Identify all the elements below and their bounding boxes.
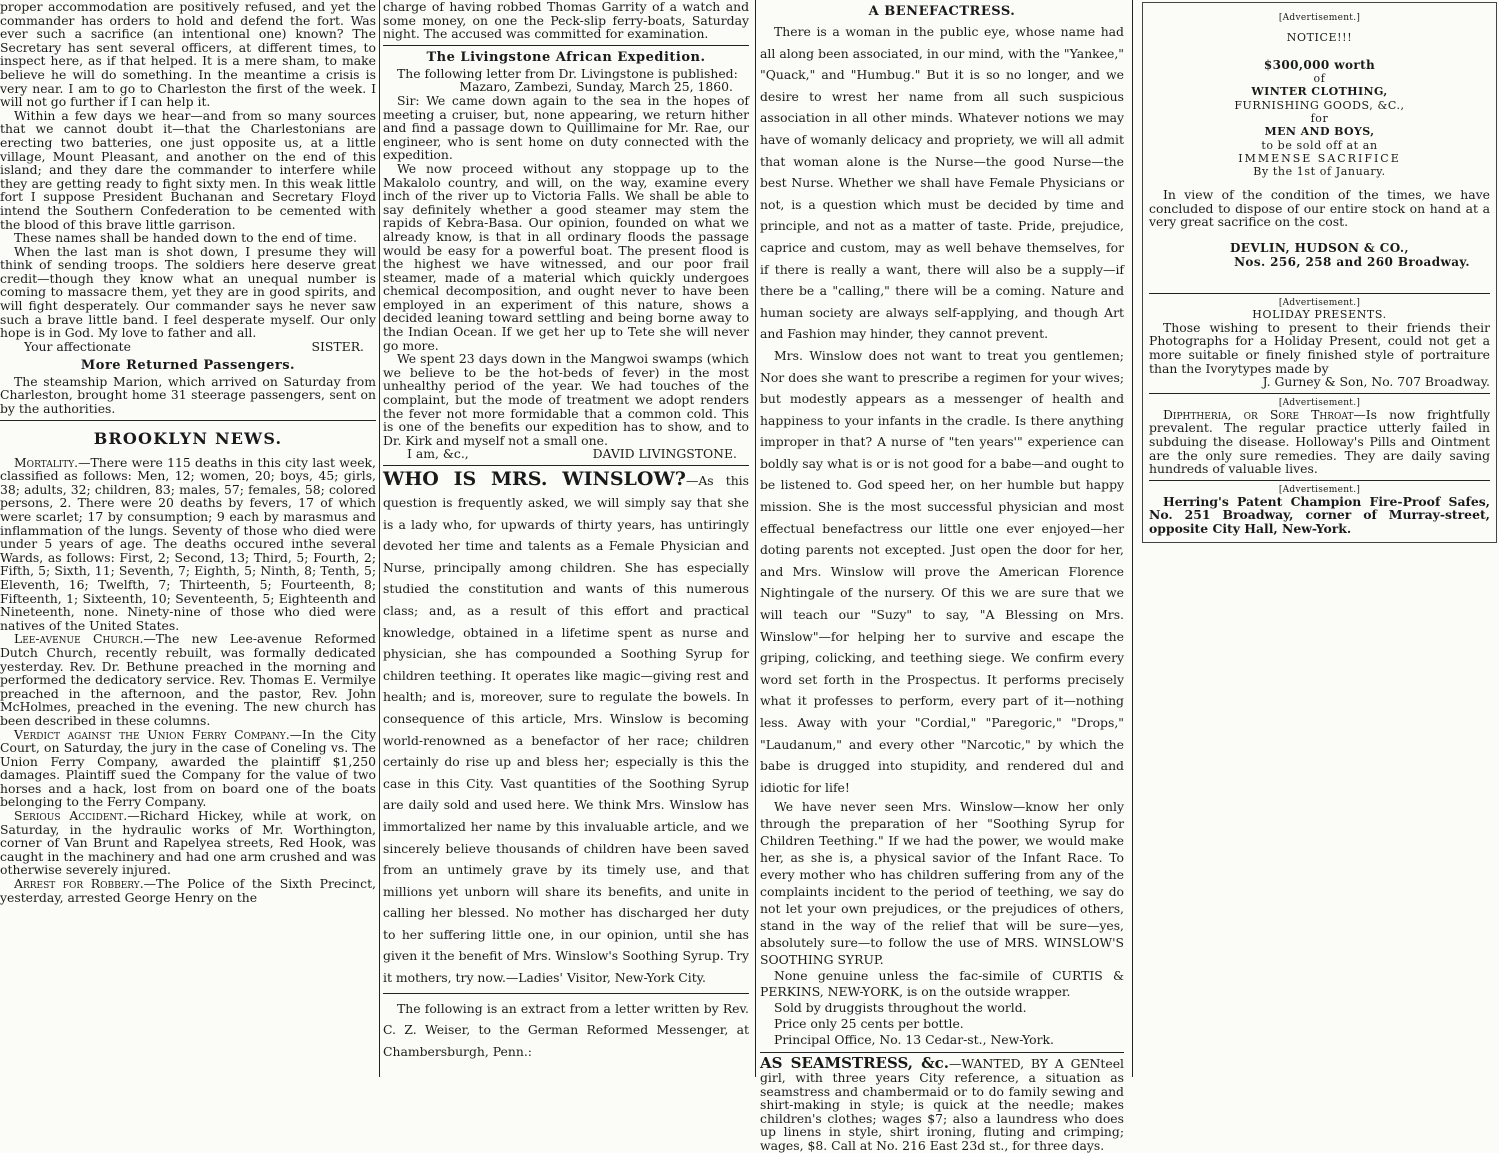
ad-firm: DEVLIN, HUDSON & CO.,: [1229, 240, 1409, 255]
livingstone-heading: The Livingstone African Expedition.: [426, 49, 706, 65]
ad-notice: NOTICE!!!: [1286, 31, 1353, 44]
letter-paragraph: proper accommodation are positively refused, and yet the commander has orders to hold and defend the fort. Was ever such a sacrifice (an intentional one) known? The Secretary has sent several officers, at different times, to inspect here, as if that helped. It is a mere sham, to make believe he will do something. In the meantime a crisis is very near. I am to go to Charleston the first of the week. I will not go further if I can help it.: [0, 0, 376, 110]
news-continuation: charge of having robbed Thomas Garrity of a watch and some money, on one the Peck-slip ferry-boats, Saturday night. The accused was committed for examination.: [383, 0, 749, 42]
item-lead: Serious Accident.: [14, 808, 128, 824]
news-item-verdict: [0, 728, 376, 810]
diphtheria-ad: [1149, 408, 1490, 476]
genuine-notice: None genuine unless the fac-simile of CURTIS & PERKINS, NEW-YORK, is on the outside wrapper.: [760, 968, 1124, 1000]
ad-sold: to be sold off at an: [1261, 139, 1378, 152]
column-3: [760, 0, 1124, 1153]
signature-name: SISTER.: [311, 338, 364, 354]
holiday-text: Those wishing to present to their friends their Photographs for a Holiday Present, could not get a more suitable or finely finished style of portraiture than the Ivorytypes made by: [1149, 319, 1490, 376]
item-lead: Arrest for Robbery.: [14, 876, 144, 892]
benefactress-paragraph: There is a woman in the public eye, whose name had all along been associated, in our mind, with the "Yankee," "Quack," and "Humbug." But it is so no longer, and we desire to wrest her name from all such suspicious association in all other minds. Whatever notions we may have of womanly delicacy and propriety, we will all admit that woman alone is the Nurse—the good Nurse—the best Nurse. Whether we shall have Female Physicians or not, is a question which must be decided by time and principle, and not as a matter of taste. Pride, prejudice, caprice and custom, may as well behave themselves, for if there is really a want, there will also be a supply—if there be a "calling," there will be a coming. Nature and human society are always self-applying, and though Art and Fashion may hinder, they cannot prevent.: [760, 24, 1124, 342]
letter-dateline: Mazaro, Zambezi, Sunday, March 25, 1860.: [459, 79, 733, 95]
divider: [760, 1052, 1124, 1053]
column-1: [0, 0, 376, 1077]
extract-intro: The following is an extract from a letter written by Rev. C. Z. Weiser, to the German Reformed Messenger, at Chambersburgh, Penn.:: [383, 1000, 749, 1059]
column-rule: [379, 0, 380, 1077]
item-text: —In the City Court, on Saturday, the jury in the case of Coneling vs. The Union Ferry Company, awarded the plaintiff $1,250 damages. Plaintiff sued the Company for the value of two horses and a hack, lost from on board one of the boats belonging to the Ferry Company.: [0, 726, 377, 810]
ad-of: of: [1313, 72, 1326, 85]
ad-text: —Is now frightfully prevalent. The regular practice utterly failed in subduing the disease. Holloway's Pills and Ointment are the only sure remedies. They are daily saving hundreds of valuable lives.: [1149, 406, 1491, 477]
ad-furnishing: FURNISHING GOODS, &C.,: [1234, 99, 1405, 112]
signature-name: DAVID LIVINGSTONE.: [592, 446, 737, 462]
ad-address: Nos. 256, 258 and 260 Broadway.: [1234, 254, 1470, 269]
item-lead: Verdict against the Union Ferry Company.: [14, 726, 290, 742]
news-item-arrest: [0, 877, 376, 904]
advertisement-clothing: [1142, 2, 1497, 543]
column-2: [383, 0, 749, 1077]
ad-men: MEN AND BOYS,: [1264, 125, 1375, 138]
safes-ad: Herring's Patent Champion Fire-Proof Safes, No. 251 Broadway, corner of Murray-street, opposite City Hall, New-York.: [1149, 493, 1490, 536]
article-headline: WHO IS MRS. WINSLOW?: [383, 468, 686, 491]
price-notice: Price only 25 cents per bottle.: [774, 1016, 964, 1032]
holiday-sign: J. Gurney & Son, No. 707 Broadway.: [1262, 374, 1490, 390]
sold-notice: Sold by druggists throughout the world.: [774, 1000, 1027, 1016]
divider: [1149, 480, 1490, 481]
news-item-church: [0, 632, 376, 727]
letter-paragraph: We spent 23 days down in the Mangwoi swamps (which we believe to be the hot-beds of fever) in the most unhealthy period of the year. We had touches of the complaint, but the mode of treatment we adopt renders the fever not more formidable that a common cold. This is one of the benefits our expedition has to show, and to Dr. Kirk and myself not a small one.: [383, 351, 749, 448]
brooklyn-news-heading: BROOKLYN NEWS.: [93, 428, 283, 448]
ad-label: [Advertisement.]: [1278, 13, 1361, 23]
item-lead: Lee-avenue Church.: [14, 631, 144, 647]
ad-lead: Diphtheria, or Sore Throat: [1163, 406, 1354, 422]
item-text: —Richard Hickey, while at work, on Saturday, in the hydraulic works of Mr. Worthington, corner of Van Brunt and Rapelyea streets, Red Hook, was caught in the machinery and had one arm crushed and was otherwise severely injured.: [0, 808, 376, 878]
signature-closing: I am, &c.,: [407, 446, 469, 462]
column-rule: [1132, 0, 1133, 1077]
divider: [1149, 293, 1490, 294]
divider: [383, 465, 749, 466]
ad-text: —WANTED, BY A GENteel girl, with three years City reference, a situation as seamstress and chambermaid or to do family sewing and shirt-making in style; is quick at the needle; makes children's clothes; wages $7; also a laundress who does up linens in style, shirt ironing, fluting and crimping; wages, $8. Call at No. 216 East 23d st., for three days.: [760, 1056, 1124, 1153]
divider: [1149, 393, 1490, 394]
ad-sacrifice: IMMENSE SACRIFICE: [1238, 152, 1401, 165]
returned-passengers-text: The steamship Marion, which arrived on Saturday from Charleston, brought home 31 steerage passengers, sent on by the authorities.: [0, 373, 376, 417]
column-rule: [755, 0, 756, 1077]
divider: [383, 45, 749, 46]
divider: [383, 993, 749, 994]
letter-paragraph: These names shall be handed down to the end of time.: [14, 230, 357, 246]
letter-paragraph: Within a few days we hear—and from so many sources that we cannot doubt it—that the Charlestonians are erecting two batteries, one just opposite us, at a little village, Mount Pleasant, and another on the end of this island; and they dare the commander to interfere while they are getting ready to fight sixty men. In this weak little fort I suppose President Buchanan and Secretary Floyd intend the Southern Confederation to be cemented with the blood of this brave little garrison.: [0, 107, 376, 232]
winslow-question-article: [383, 470, 749, 988]
office-notice: Principal Office, No. 13 Cedar-st., New-York.: [774, 1032, 1054, 1048]
benefactress-heading: A BENEFACTRESS.: [868, 4, 1016, 19]
ad-date: By the 1st of January.: [1253, 165, 1386, 178]
ad-label: [Advertisement.]: [1278, 297, 1361, 308]
divider: [0, 420, 376, 421]
item-text: —There were 115 deaths in this city last week, classified as follows: Men, 12; women, 20; boys, 45; girls, 38; adults, 32; children, 83; males, 57; females, 58; colored persons, 2. There were 20 deaths by fevers, 17 of which were scarlet; 17 by consumption; 9 each by marasmus and inflammation of the lungs. Seventy of those who died were under 5 years of age. The deaths occured inthe several Wards, as follows: First, 2; Second, 13; Third, 5; Fourth, 2; Fifth, 5; Sixth, 11; Seventh, 7; Eighth, 5; Ninth, 8; Tenth, 5; Eleventh, 16; Twelfth, 7; Thirteenth, 5; Fourteenth, 8; Fifteenth, 1; Sixteenth, 10; Seventeenth, 5; Eighteenth and Nineteenth, none. Ninety-nine of those who died were natives of the United States.: [0, 454, 376, 633]
benefactress-paragraph: We have never seen Mrs. Winslow—know her only through the preparation of her "Soothing Syrup for Children Teething." If we had the power, we would make her, as she is, a physical savior of the Infant Race. To every mother who has children suffering from any of the complaints incident to the period of teething, we say do not let your own prejudices, or the prejudices of others, stand in the way of the relief that will be sure—yes, absolutely sure—to follow the use of MRS. WINSLOW'S SOOTHING SYRUP.: [760, 799, 1124, 968]
ad-lead: AS SEAMSTRESS, &c.: [760, 1054, 950, 1073]
letter-signature: [0, 340, 376, 354]
letter-paragraph: Sir: We came down again to the sea in the hopes of meeting a cruiser, but, none appearing, we return hither and find a passage down to Quillimaine for Mr. Rae, our engineer, who is sent home on duty connected with the expedition.: [383, 92, 749, 163]
ad-worth: $300,000 worth: [1263, 58, 1376, 72]
news-item-mortality: [0, 456, 376, 633]
ad-label: [Advertisement.]: [1278, 397, 1361, 408]
item-lead: Mortality.: [14, 454, 79, 470]
item-text: —The new Lee-avenue Reformed Dutch Church, recently rebuilt, was formally dedicated yesterday. Rev. Dr. Bethune preached in the morning and performed the dedicatory service. Rev. Thomas E. Vermilye preached in the afternoon, and the pastor, Rev. John McHolmes, preached in the evening. The new church has been described in these columns.: [0, 631, 376, 728]
livingstone-intro: The following letter from Dr. Livingstone is published:: [397, 65, 738, 81]
letter-signature: [383, 447, 749, 461]
news-item-accident: [0, 809, 376, 877]
holiday-heading: HOLIDAY PRESENTS.: [1252, 307, 1387, 321]
letter-paragraph: We now proceed without any stoppage up to the Makalolo country, and will, on the way, examine every inch of the river up to Victoria Falls. We shall be able to say definitely whether a good steamer may stem the rapids of Kebra-Basa. Our opinion, founded on what we already know, is that in all ordinary floods the passage would be easy for a powerful boat. The present flood is the highest we have witnessed, and our poor frail steamer, made of a material which quickly undergoes chemical decomposition, and ought never to have been employed in an experiment of this nature, shows a decided leaning toward settling and being borne away to the Indian Ocean. If we get her up to Tete she will never go more.: [383, 160, 749, 353]
ad-label: [Advertisement.]: [1278, 484, 1361, 495]
signature-closing: Your affectionate: [24, 338, 131, 354]
ad-clothing: WINTER CLOTHING,: [1251, 85, 1388, 98]
column-4: [1140, 0, 1499, 1077]
ad-text: In view of the condition of the times, we have concluded to dispose of our entire stock on hand at a very great sacrifice on the cost.: [1149, 187, 1490, 230]
returned-passengers-heading: More Returned Passengers.: [80, 357, 296, 373]
article-text: —As this question is frequently asked, we will simply say that she is a lady who, for upwards of thirty years, has untiringly devoted her time and talents as a Female Physician and Nurse, principally among children. She has especially studied the constitution and wants of this numerous class; and, as a result of this effort and practical knowledge, obtained in a lifetime spent as nurse and physician, she has compounded a Soothing Syrup for children teething. It operates like magic—giving rest and health; and is, moreover, sure to regulate the bowels. In consequence of this article, Mrs. Winslow is becoming world-renowned as a benefactor of her race; children certainly do rise up and bless her; especially is this the case in this City. Vast quantities of the Soothing Syrup are daily sold and used here. We think Mrs. Winslow has immortalized her name by this invaluable article, and we sincerely believe thousands of children have been saved from an untimely grave by its timely use, and that millions yet unborn will share its benefits, and unite in calling her blessed. No mother has discharged her duty to her suffering little one, in our opinion, until she has given it the benefit of Mrs. Winslow's Soothing Syrup. Try it mothers, try now.—Ladies' Visitor, New-York City.: [383, 473, 750, 986]
letter-paragraph: When the last man is shot down, I presume they will think of sending troops. The soldiers here deserve great credit—though they know what an unequal number is coming to massacre them, yet they are in good spirits, and will fight desperately. Our commander says he never saw such a brave little band. I feel desperate myself. Our only hope is in God. My love to father and all.: [0, 243, 376, 341]
item-text: —The Police of the Sixth Precinct, yesterday, arrested George Henry on the: [0, 876, 376, 905]
benefactress-paragraph: Mrs. Winslow does not want to treat you gentlemen; Nor does she want to prescribe a regimen for your wives; but modestly appears as a messenger of health and happiness to your infants in the cradle. Is there anything improper in that? A nurse of "ten years'" experience can boldly say what is or is not good for a babe—and ought to be listened to. God speed her, on her humble but happy mission. She is the most successful physician and most effectual benefactress our little one ever enjoyed—her doting parents not excepted. Just open the door for her, and Mrs. Winslow will prove the American Florence Nightingale of the nursery. Of this we are sure that we will teach our "Suzy" to say, "A Blessing on Mrs. Winslow"—for helping her to survive and escape the griping, colicking, and teething siege. We confirm every word set forth in the Prospectus. It performs precisely what it professes to perform, every part of it—nothing less. Away with your "Cordial," "Paregoric," "Drops," "Laudanum," and every other "Narcotic," by which the babe is drugged into stupidity, and rendered dul and idiotic for life!: [760, 347, 1124, 795]
ad-for: for: [1310, 112, 1329, 125]
seamstress-ad: [760, 1054, 1124, 1153]
